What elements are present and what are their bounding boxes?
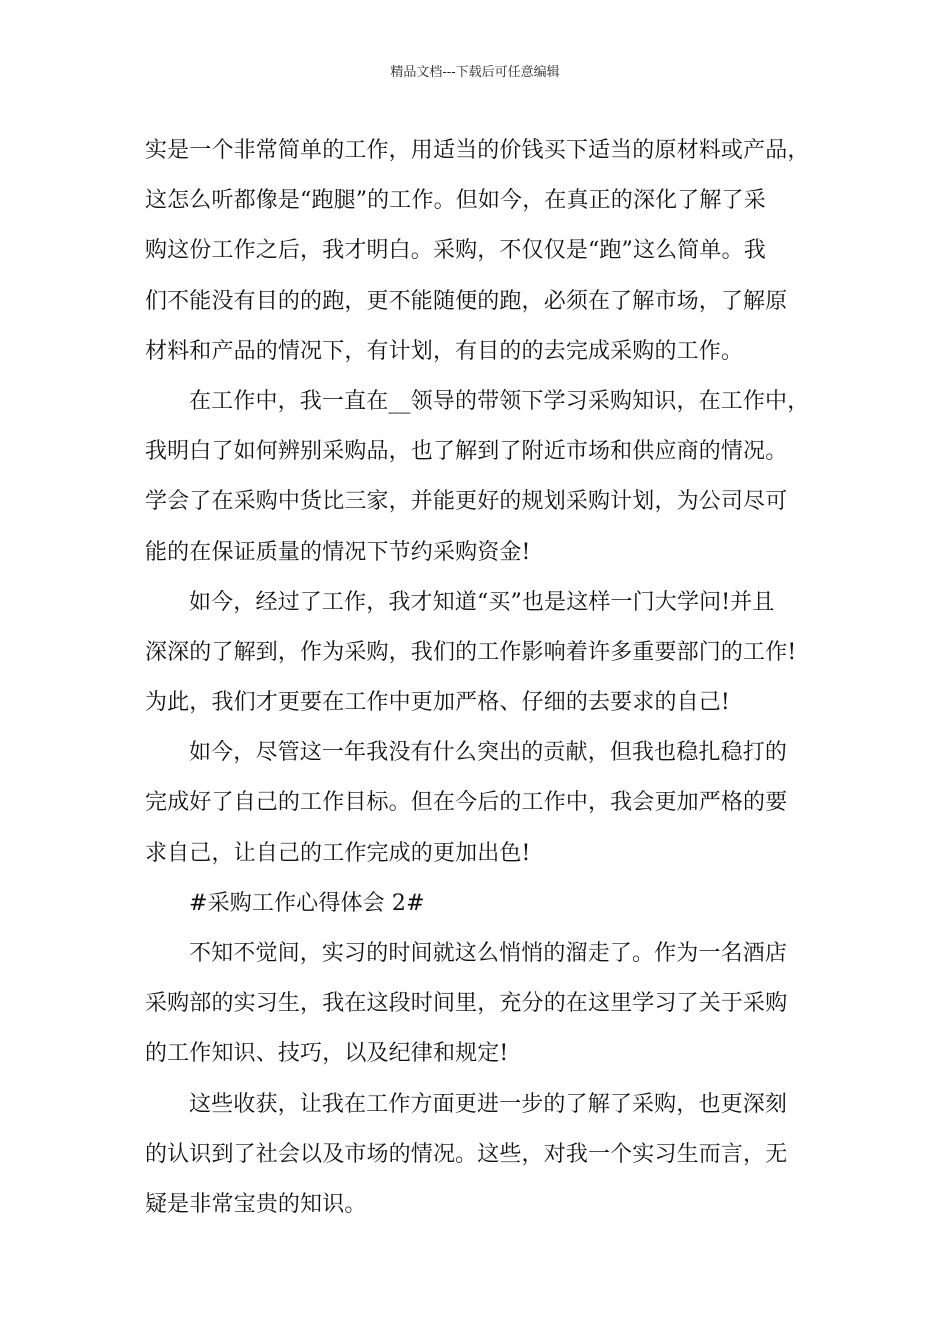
text-line: 深深的了解到，作为采购，我们的工作影响着许多重要部门的工作! (145, 639, 797, 665)
text-line: 学会了在采购中货比三家，并能更好的规划采购计划，为公司尽可 (145, 489, 788, 515)
paragraph-first-line: 这些收获，让我在工作方面更进一步的了解了采购，也更深刻 (189, 1091, 788, 1117)
text-line: 的认识到了社会以及市场的情况。这些，对我一个实习生而言，无 (145, 1141, 788, 1167)
text-line: 们不能没有目的的跑，更不能随便的跑，必须在了解市场，了解原 (145, 288, 788, 314)
text-line: 购这份工作之后，我才明白。采购，不仅仅是“跑”这么简单。我 (145, 238, 766, 264)
text-line: 求自己，让自己的工作完成的更加出色! (145, 840, 531, 866)
text-line: 我明白了如何辨别采购品，也了解到了附近市场和供应商的情况。 (145, 439, 788, 465)
text-line: 采购部的实习生，我在这段时间里，充分的在这里学习了关于采购 (145, 991, 788, 1017)
text-line: 完成好了自己的工作目标。但在今后的工作中，我会更加严格的要 (145, 790, 788, 816)
text-line: 能的在保证质量的情况下节约采购资金! (145, 539, 531, 565)
page-header: 精品文档---下载后可任意编辑 (390, 65, 560, 80)
paragraph-first-line: #采购工作心得体会 2# (189, 890, 425, 916)
paragraph-first-line: 在工作中，我一直在__领导的带领下学习采购知识，在工作中， (189, 388, 810, 414)
paragraph-first-line: 如今，经过了工作，我才知道“买”也是这样一门大学问!并且 (189, 589, 775, 615)
text-line: 的工作知识、技巧，以及纪律和规定! (145, 1041, 509, 1067)
text-line: 材料和产品的情况下，有计划，有目的的去完成采购的工作。 (145, 338, 744, 364)
document-body (145, 126, 817, 1230)
text-line: 为此，我们才更要在工作中更加严格、仔细的去要求的自己! (145, 690, 730, 716)
text-line: 疑是非常宝贵的知识。 (145, 1191, 367, 1217)
paragraph-first-line: 不知不觉间，实习的时间就这么悄悄的溜走了。作为一名酒店 (189, 941, 788, 966)
paragraph-first-line: 如今，尽管这一年我没有什么突出的贡献，但我也稳扎稳打的 (189, 740, 788, 766)
text-line: 这怎么听都像是“跑腿”的工作。但如今，在真正的深化了解了采 (145, 188, 766, 214)
text-line: 实是一个非常简单的工作，用适当的价钱买下适当的原材料或产品， (145, 138, 810, 163)
